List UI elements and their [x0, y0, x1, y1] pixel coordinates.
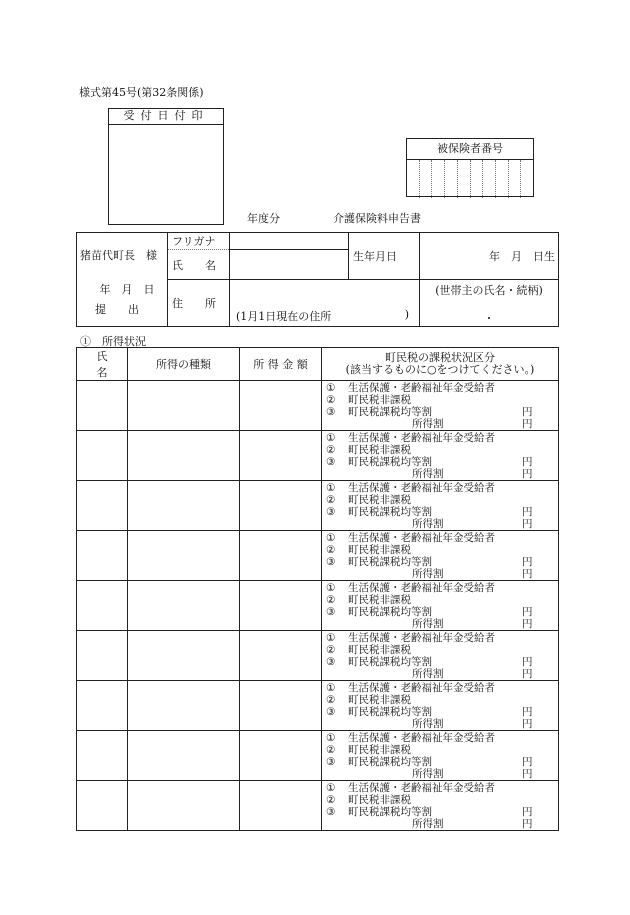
row-income-type-field[interactable] [128, 481, 240, 531]
status-income-split[interactable]: 所得割 円 [412, 568, 533, 580]
insured-number-label: 被保険者番号 [407, 139, 533, 160]
tax-status-note: (該当するものに○をつけてください。) [345, 363, 535, 376]
table-row [77, 631, 559, 681]
household-head-dot: ・ [483, 312, 495, 325]
addressee-cell [77, 233, 168, 280]
row-tax-status[interactable] [322, 481, 559, 531]
status-option-3[interactable]: ③ 町民税課税均等割 円 [326, 756, 533, 768]
row-income-type-field[interactable] [128, 531, 240, 581]
row-income-type-field[interactable] [128, 731, 240, 781]
address-note-close: ) [404, 308, 409, 321]
form-number: 様式第45号(第32条関係) [79, 86, 204, 99]
status-option-3[interactable]: ③ 町民税課税均等割 円 [326, 706, 533, 718]
status-option-1[interactable]: ① 生活保護・老齢福祉年金受給者 [326, 782, 495, 794]
row-income-amount-field[interactable] [240, 781, 322, 831]
col-income-type: 所得の種類 [128, 348, 240, 381]
status-option-3[interactable]: ③ 町民税課税均等割 円 [326, 656, 533, 668]
col-tax-status [322, 348, 559, 381]
row-name-field[interactable] [77, 431, 128, 481]
table-row [77, 431, 559, 481]
row-income-amount-field[interactable] [240, 481, 322, 531]
household-head-field[interactable] [420, 280, 559, 327]
row-income-type-field[interactable] [128, 681, 240, 731]
fiscal-year-label: 年度分 [247, 212, 280, 225]
status-income-split[interactable]: 所得割 円 [412, 768, 533, 780]
applicant-header-table [76, 232, 559, 327]
status-income-split[interactable]: 所得割 円 [412, 468, 533, 480]
status-income-split[interactable]: 所得割 円 [412, 818, 533, 830]
status-option-2[interactable]: ② 町民税非課税 [326, 694, 411, 706]
row-name-field[interactable] [77, 631, 128, 681]
status-option-3[interactable]: ③ 町民税課税均等割 円 [326, 506, 533, 518]
submission-label: 提 出 [95, 302, 139, 316]
row-income-type-field[interactable] [128, 781, 240, 831]
status-option-1[interactable]: ① 生活保護・老齢福祉年金受給者 [326, 732, 495, 744]
income-table [76, 347, 559, 831]
address-label: 住 所 [172, 297, 216, 310]
reception-stamp-box [108, 108, 224, 225]
row-tax-status[interactable] [322, 431, 559, 481]
table-row [77, 381, 559, 431]
submission-date: 年 月 日 [99, 282, 155, 296]
tax-status-title: 町民税の課税状況区分 [385, 351, 495, 364]
name-label-cell [168, 250, 230, 280]
row-income-amount-field[interactable] [240, 581, 322, 631]
birthdate-field[interactable] [420, 233, 559, 280]
name-label: 氏 名 [172, 258, 216, 272]
table-row [77, 531, 559, 581]
status-option-1[interactable]: ① 生活保護・老齢福祉年金受給者 [326, 532, 495, 544]
insured-number-box [406, 138, 534, 197]
row-name-field[interactable] [77, 681, 128, 731]
row-tax-status[interactable] [322, 731, 559, 781]
status-option-2[interactable]: ② 町民税非課税 [326, 394, 411, 406]
status-income-split[interactable]: 所得割 円 [412, 418, 533, 430]
table-row [77, 731, 559, 781]
submission-cell [77, 280, 168, 327]
row-name-field[interactable] [77, 581, 128, 631]
row-income-amount-field[interactable] [240, 531, 322, 581]
household-head-label: (世帯主の氏名・続柄) [435, 284, 543, 297]
table-row [77, 581, 559, 631]
row-tax-status[interactable] [322, 681, 559, 731]
status-option-1[interactable]: ① 生活保護・老齢福祉年金受給者 [326, 432, 495, 444]
row-income-amount-field[interactable] [240, 381, 322, 431]
row-income-type-field[interactable] [128, 431, 240, 481]
status-option-2[interactable]: ② 町民税非課税 [326, 644, 411, 656]
status-option-3[interactable]: ③ 町民税課税均等割 円 [326, 556, 533, 568]
status-option-1[interactable]: ① 生活保護・老齢福祉年金受給者 [326, 582, 495, 594]
col-income-amount: 所 得 金 額 [240, 348, 322, 381]
row-name-field[interactable] [77, 781, 128, 831]
status-income-split[interactable]: 所得割 円 [412, 718, 533, 730]
status-option-1[interactable]: ① 生活保護・老齢福祉年金受給者 [326, 482, 495, 494]
row-income-type-field[interactable] [128, 631, 240, 681]
row-name-field[interactable] [77, 531, 128, 581]
row-tax-status[interactable] [322, 381, 559, 431]
status-option-3[interactable]: ③ 町民税課税均等割 円 [326, 406, 533, 418]
status-option-2[interactable]: ② 町民税非課税 [326, 544, 411, 556]
row-name-field[interactable] [77, 481, 128, 531]
row-tax-status[interactable] [322, 531, 559, 581]
address-label-cell [168, 280, 230, 327]
status-option-3[interactable]: ③ 町民税課税均等割 円 [326, 806, 533, 818]
address-field[interactable] [230, 280, 420, 327]
row-income-type-field[interactable] [128, 581, 240, 631]
section-income-status: ① 所得状況 [80, 335, 146, 348]
name-field[interactable] [230, 250, 349, 280]
birthdate-label: 生年月日 [353, 250, 397, 263]
furigana-label: フリガナ [172, 235, 216, 248]
status-option-1[interactable]: ① 生活保護・老齢福祉年金受給者 [326, 632, 495, 644]
col-name: 氏 名 [77, 348, 128, 381]
row-tax-status[interactable] [322, 781, 559, 831]
birthdate-label-cell [349, 233, 420, 280]
row-name-field[interactable] [77, 381, 128, 431]
addressee: 猪苗代町長 様 [80, 249, 157, 263]
address-note: (1月1日現在の住所 [236, 310, 332, 323]
furigana-field[interactable] [230, 233, 349, 250]
status-option-3[interactable]: ③ 町民税課税均等割 円 [326, 456, 533, 468]
row-income-amount-field[interactable] [240, 731, 322, 781]
status-option-1[interactable]: ① 生活保護・老齢福祉年金受給者 [326, 682, 495, 694]
status-option-2[interactable]: ② 町民税非課税 [326, 594, 411, 606]
table-row [77, 481, 559, 531]
row-name-field[interactable] [77, 731, 128, 781]
table-row [77, 681, 559, 731]
row-income-amount-field[interactable] [240, 631, 322, 681]
status-option-2[interactable]: ② 町民税非課税 [326, 744, 411, 756]
status-option-2[interactable]: ② 町民税非課税 [326, 794, 411, 806]
status-income-split[interactable]: 所得割 円 [412, 668, 533, 680]
table-row [77, 781, 559, 831]
status-income-split[interactable]: 所得割 円 [412, 518, 533, 530]
insured-number-cells[interactable] [407, 160, 533, 198]
row-tax-status[interactable] [322, 581, 559, 631]
row-income-type-field[interactable] [128, 381, 240, 431]
row-tax-status[interactable] [322, 631, 559, 681]
row-income-amount-field[interactable] [240, 681, 322, 731]
form-title-text: 介護保険料申告書 [333, 212, 421, 225]
reception-stamp-label: 受付日付印 [109, 109, 223, 125]
status-option-2[interactable]: ② 町民税非課税 [326, 444, 411, 456]
row-income-amount-field[interactable] [240, 431, 322, 481]
status-option-3[interactable]: ③ 町民税課税均等割 円 [326, 606, 533, 618]
furigana-label-cell [168, 233, 230, 250]
status-income-split[interactable]: 所得割 円 [412, 618, 533, 630]
birthdate-value: 年 月 日生 [489, 250, 555, 263]
status-option-2[interactable]: ② 町民税非課税 [326, 494, 411, 506]
status-option-1[interactable]: ① 生活保護・老齢福祉年金受給者 [326, 382, 495, 394]
